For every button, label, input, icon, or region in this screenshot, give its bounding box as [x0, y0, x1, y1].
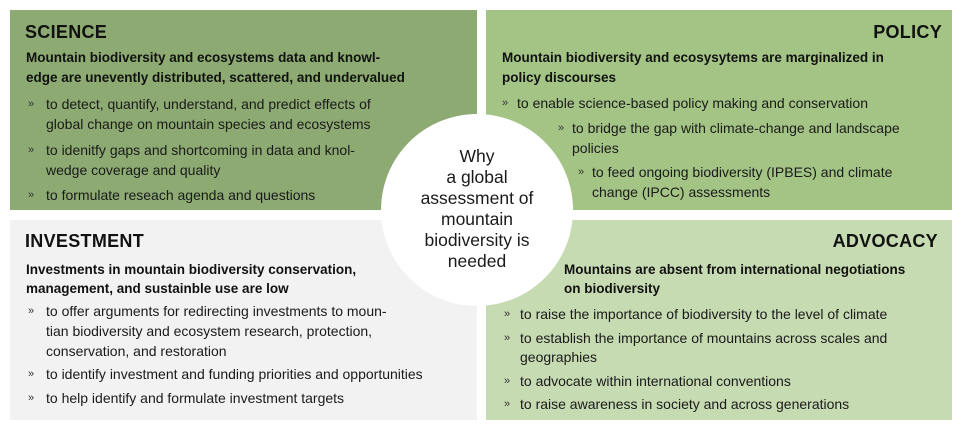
policy-bullet-marker: » — [502, 97, 509, 109]
center-text-line-2: a global — [446, 167, 508, 187]
investment-subtitle-line-1: Investments in mountain biodiversity conservation, — [26, 262, 357, 277]
investment-bullet-2: to identify investment and funding priorities and opportunities — [46, 366, 423, 382]
investment-bullet-marker: » — [28, 368, 35, 380]
policy-bullet-2-line-2: policies — [572, 140, 619, 156]
science-bullet-1-line-2: global change on mountain species and ecosystems — [46, 116, 371, 132]
policy-title: POLICY — [873, 22, 942, 42]
investment-bullet-1-line-2: tian biodiversity and ecosystem research, protection, — [46, 323, 373, 339]
science-bullet-3: to formulate reseach agenda and questions — [46, 187, 316, 203]
investment-bullet-3: to help identify and formulate investment targets — [46, 390, 345, 406]
center-text-line-1: Why — [459, 146, 495, 166]
advocacy-bullet-4: to raise awareness in society and across generations — [520, 396, 850, 412]
policy-bullet-2-line-1: to bridge the gap with climate-change and landscape — [572, 120, 900, 136]
center-text-line-4: mountain — [441, 209, 513, 229]
advocacy-bullet-1: to raise the importance of biodiversity to the level of climate — [520, 306, 888, 322]
policy-bullet-marker: » — [578, 166, 585, 178]
science-bullet-marker: » — [28, 98, 35, 110]
science-subtitle-line-2: edge are unevently distributed, scattered, and undervalued — [26, 70, 405, 85]
policy-subtitle-line-1: Mountain biodiversity and ecosysytems are marginalized in — [502, 50, 884, 65]
science-title: SCIENCE — [25, 22, 108, 42]
advocacy-bullet-marker: » — [504, 375, 511, 387]
advocacy-bullet-2-line-1: to establish the importance of mountains across scales and — [520, 330, 888, 346]
science-bullet-2-line-1: to idenitfy gaps and shortcoming in data and knol- — [46, 142, 355, 158]
policy-bullet-marker: » — [558, 122, 565, 134]
advocacy-bullet-marker: » — [504, 332, 511, 344]
advocacy-bullet-marker: » — [504, 308, 511, 320]
investment-bullet-1-line-1: to offer arguments for redirecting investments to moun- — [46, 303, 387, 319]
advocacy-bullet-marker: » — [504, 398, 511, 410]
investment-bullet-marker: » — [28, 392, 35, 404]
policy-bullet-3-line-2: change (IPCC) assessments — [592, 184, 771, 200]
investment-bullet-1-line-3: conservation, and restoration — [46, 343, 227, 359]
center-text-line-3: assessment of — [420, 188, 534, 208]
science-bullet-2-line-2: wedge coverage and quality — [46, 162, 221, 178]
policy-subtitle-line-2: policy discourses — [502, 70, 617, 85]
advocacy-subtitle-line-1: Mountains are absent from international negotiations — [564, 262, 906, 277]
advocacy-bullet-3: to advocate within international conventions — [520, 373, 791, 389]
policy-bullet-3-line-1: to feed ongoing biodiversity (IPBES) and climate — [592, 164, 893, 180]
center-text-line-5: biodiversity is — [424, 230, 530, 250]
center-question-circle — [381, 114, 573, 306]
science-subtitle-line-1: Mountain biodiversity and ecosystems data and knowl- — [26, 50, 381, 65]
science-bullet-1-line-1: to detect, quantify, understand, and predict effects of — [46, 96, 371, 112]
policy-bullet-1: to enable science-based policy making and conservation — [517, 95, 868, 111]
investment-subtitle-line-2: management, and sustainble use are low — [26, 281, 289, 296]
investment-bullet-marker: » — [28, 305, 35, 317]
science-bullet-marker: » — [28, 144, 35, 156]
advocacy-title: ADVOCACY — [832, 231, 938, 251]
science-bullet-marker: » — [28, 189, 35, 201]
advocacy-bullet-2-line-2: geographies — [520, 349, 598, 365]
center-text-line-6: needed — [447, 251, 507, 271]
investment-title: INVESTMENT — [25, 231, 145, 251]
advocacy-subtitle-line-2: on biodiversity — [564, 281, 661, 296]
